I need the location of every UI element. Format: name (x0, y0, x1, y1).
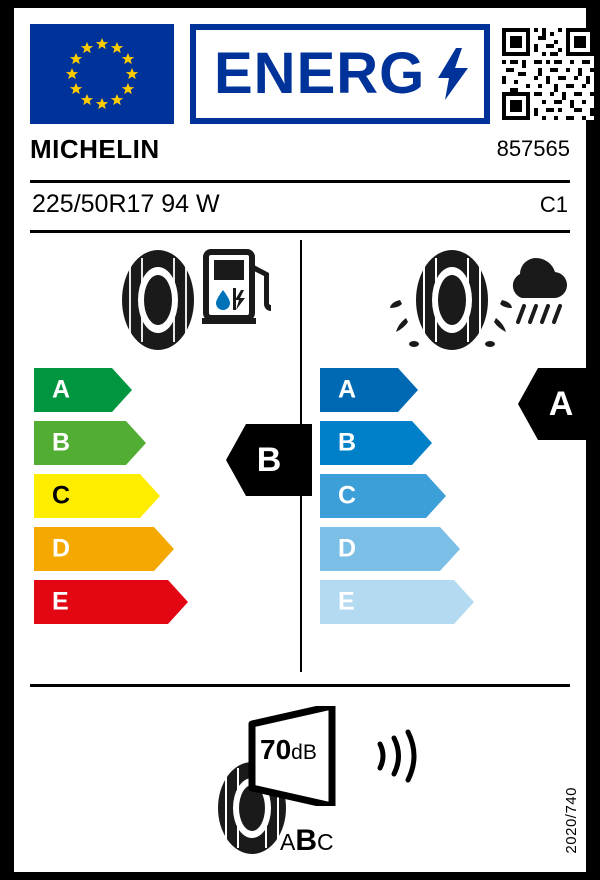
fuel-pictogram (102, 240, 272, 360)
label-header (30, 24, 570, 124)
wet-grade-d (320, 527, 490, 571)
wet-grade-c (320, 474, 490, 518)
wet-grade-e (320, 580, 490, 624)
fuel-grade-b-letter: B (52, 428, 71, 457)
fuel-grade-b (34, 421, 204, 465)
qr-code-icon (502, 28, 594, 120)
wet-grip-panel (310, 240, 572, 674)
energy-word: ENERG (214, 41, 426, 106)
wet-tyre-icon (390, 250, 512, 350)
fuel-efficiency-panel (30, 240, 292, 674)
tyre-size-row (30, 190, 570, 226)
wet-grip-pictogram (390, 240, 570, 360)
fuel-grade-d (34, 527, 204, 571)
noise-value (260, 736, 317, 764)
fuel-pump-icon (202, 252, 271, 324)
fuel-rating-letter: B (256, 441, 282, 479)
brand-name: MICHELIN (30, 134, 160, 164)
fuel-grade-scale (34, 368, 204, 633)
wet-grade-a (320, 368, 490, 412)
wet-grade-d-letter: D (338, 534, 357, 563)
wet-grade-e-letter: E (338, 587, 355, 616)
fuel-grade-a-letter: A (52, 375, 71, 404)
product-code: 857565 (496, 136, 570, 161)
fuel-grade-a (34, 368, 204, 412)
fuel-grade-e-letter: E (52, 587, 69, 616)
tyre-icon (122, 250, 194, 350)
divider-top (30, 180, 570, 183)
brand-row (30, 134, 570, 174)
noise-class (280, 826, 334, 856)
wet-grade-scale (320, 368, 490, 633)
noise-class-selected: B (295, 824, 318, 857)
wet-grade-b (320, 421, 490, 465)
wet-grade-c-letter: C (338, 481, 357, 510)
tyre-size: 225/50R17 94 W (32, 190, 220, 218)
wet-rating-badge (518, 368, 600, 440)
divider-mid (30, 230, 570, 233)
sound-waves-icon (374, 726, 426, 786)
eu-flag-icon (30, 24, 174, 124)
energy-wordmark (190, 24, 490, 124)
fuel-grade-c-letter: C (52, 481, 71, 510)
fuel-grade-d-letter: D (52, 534, 71, 563)
energy-label (14, 8, 586, 872)
rain-cloud-icon (513, 258, 567, 322)
fuel-grade-e (34, 580, 204, 624)
tyre-class: C1 (539, 192, 568, 217)
noise-unit: dB (291, 741, 317, 764)
divider-bottom (30, 684, 570, 687)
wet-grade-b-letter: B (338, 428, 357, 457)
wet-grade-a-letter: A (338, 375, 357, 404)
fuel-grade-c (34, 474, 204, 518)
lightning-bolt-icon (438, 48, 468, 100)
noise-panel (194, 698, 434, 858)
noise-class-a: A (280, 829, 296, 855)
fuel-rating-badge (226, 424, 312, 496)
wet-rating-letter: A (548, 385, 574, 423)
regulation-code: 2020/740 (563, 787, 580, 854)
noise-number: 70 (260, 734, 292, 765)
noise-class-c: C (317, 829, 334, 855)
